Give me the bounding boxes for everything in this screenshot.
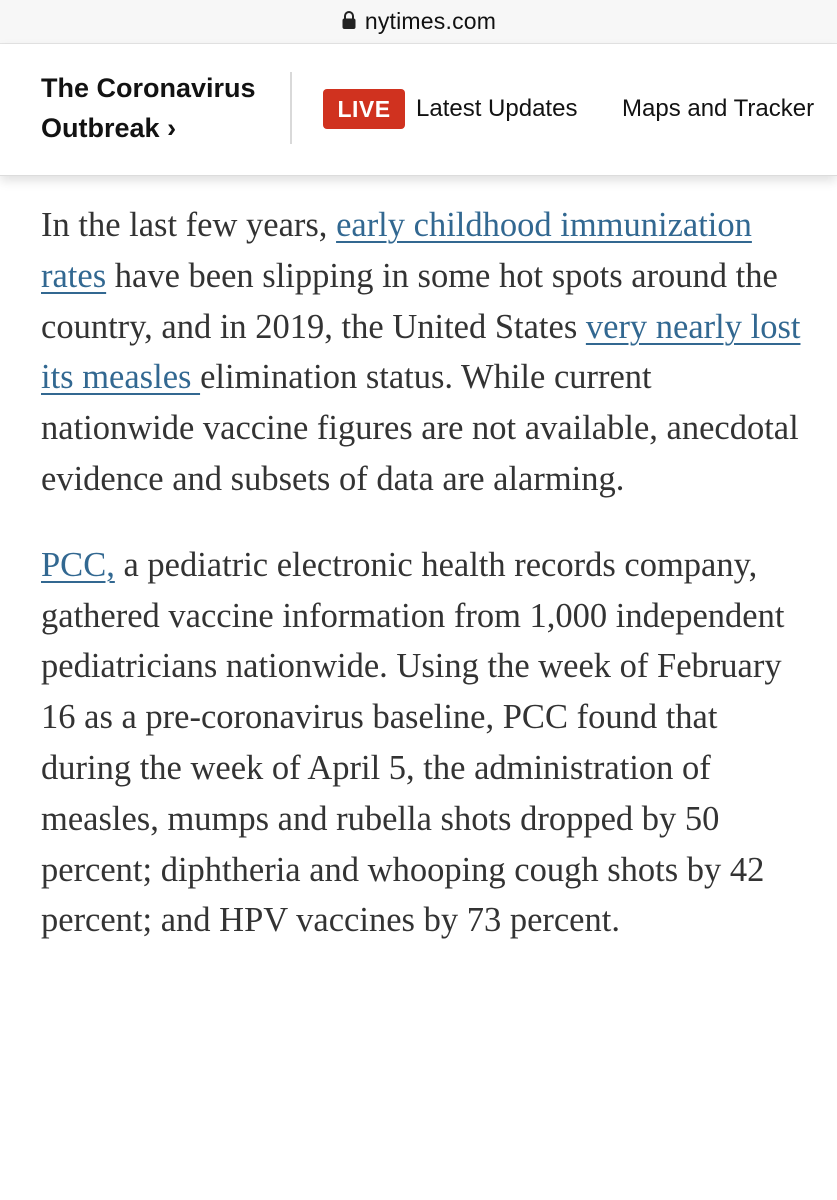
section-title-link[interactable] xyxy=(41,68,281,148)
paragraph-text: In the last few years, xyxy=(41,206,337,244)
maps-tracker-link[interactable]: Maps and Tracker xyxy=(622,95,815,122)
section-title-line2: Outbreak xyxy=(41,113,160,143)
section-title-line1: The Coronavirus xyxy=(41,73,256,103)
nav-divider xyxy=(290,72,292,144)
chevron-right-icon: › xyxy=(167,113,177,143)
paragraph-text: have been slipping in some hot spots around the country, and in 2019, the United States xyxy=(41,256,778,346)
url-text: nytimes.com xyxy=(364,8,497,34)
article-body xyxy=(41,200,811,981)
measles-elimination-link[interactable]: very nearly lost its measles xyxy=(41,307,801,397)
paragraph-text: elimination status. While current nationwide vaccine figures are not available, anecdotal evidence and subsets of data are alarming. xyxy=(41,358,799,498)
latest-updates-link[interactable]: Latest Updates xyxy=(416,95,578,122)
article-paragraph-1 xyxy=(41,200,811,505)
paragraph-text: a pediatric electronic health records company, gathered vaccine information from 1,000 independent pediatricians nationwide. Using the week of February 16 as a pre-coronavirus baseline, PCC found that during the week of April 5, the administration of measles, mumps and rubella shots dropped by 50 percent; diphtheria and whooping cough shots by 42 percent; and HPV vaccines by 73 percent. xyxy=(41,545,785,940)
lock-icon xyxy=(341,10,357,30)
live-badge[interactable]: LIVE xyxy=(323,89,405,129)
pcc-link[interactable]: PCC, xyxy=(41,545,115,584)
browser-url-bar[interactable] xyxy=(0,0,837,44)
early-childhood-immunization-link[interactable]: early childhood immunization rates xyxy=(41,206,752,295)
section-navbar xyxy=(0,44,837,176)
article-paragraph-2 xyxy=(41,540,811,946)
